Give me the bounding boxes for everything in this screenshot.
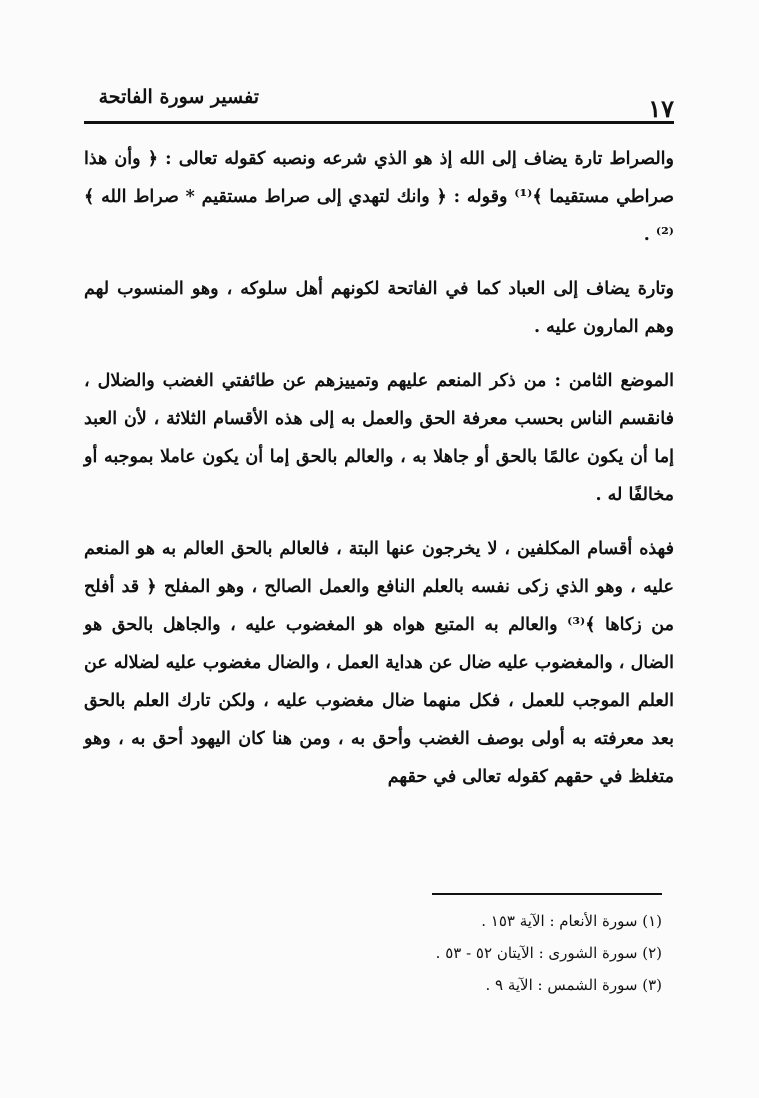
footnote-separator — [432, 893, 662, 895]
footnote: (٣) سورة الشمس : الآية ٩ . — [485, 976, 662, 994]
running-title: تفسير سورة الفاتحة — [98, 86, 259, 108]
header-rule — [84, 121, 674, 124]
footnote: (١) سورة الأنعام : الآية ١٥٣ . — [481, 912, 662, 930]
paragraph: وتارة يضاف إلى العباد كما في الفاتحة لكونهم أهل سلوكه ، وهو المنسوب لهم وهم المارون عليه . — [84, 279, 674, 337]
footnote: (٢) سورة الشورى : الآيتان ٥٢ - ٥٣ . — [435, 944, 662, 962]
main-text — [84, 140, 674, 812]
footnotes — [162, 905, 662, 1001]
page-number: ١٧ — [648, 94, 674, 123]
page-header — [84, 80, 674, 123]
paragraph: الموضع الثامن : من ذكر المنعم عليهم وتمييزهم عن طائفتي الغضب والضلال ، فانقسم الناس بحسب معرفة الحق والعمل به إلى هذه الأقسام الثلاثة ، لأن العبد إما أن يكون عالمًا بالحق أو جاهلا به ، والعالم بالحق إما أن يكون عاملا بموجبه أو مخالفًا له . — [84, 371, 674, 505]
paragraph: والصراط تارة يضاف إلى الله إذ هو الذي شرعه ونصبه كقوله تعالى : ﴿ وأن هذا صراطي مستقيما ﴾⁽¹⁾ وقوله : ﴿ وانك لتهدي إلى صراط مستقيم * صراط الله ﴾⁽²⁾ . — [84, 149, 674, 245]
paragraph: فهذه أقسام المكلفين ، لا يخرجون عنها البتة ، فالعالم بالحق العالم به هو المنعم عليه ، وهو الذي زكى نفسه بالعلم النافع والعمل الصالح ، وهو المفلح ﴿ قد أفلح من زكاها ﴾⁽³⁾ والعالم به المتبع هواه هو المغضوب عليه ، والجاهل بالحق هو الضال ، والمغضوب عليه ضال عن هداية العمل ، والضال مغضوب عليه لضلاله عن العلم الموجب للعمل ، فكل منهما ضال مغضوب عليه ، ولكن تارك العلم بالحق بعد معرفته به أولى بوصف الغضب وأحق به ، ومن هنا كان اليهود أحق به ، وهو متغلظ في حقهم كقوله تعالى في حقهم — [84, 539, 674, 787]
